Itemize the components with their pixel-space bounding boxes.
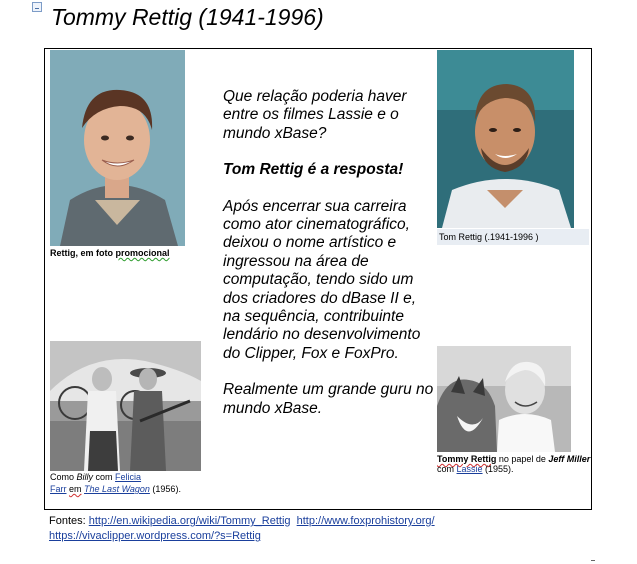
- lassie-link[interactable]: Lassie: [456, 464, 483, 474]
- caption-lassie: [437, 454, 590, 474]
- vivaclipper-link[interactable]: https://vivaclipper.wordpress.com/?s=Rettig: [49, 530, 261, 542]
- caption-promotional-word: promocional: [115, 248, 170, 258]
- content-box: [44, 48, 592, 510]
- caption-text: Tommy Rettig: [437, 454, 497, 464]
- document-title: Tommy Rettig (1941-1996): [51, 4, 324, 30]
- anchor-icon: [32, 2, 42, 12]
- foxprohistory-link[interactable]: http://www.foxprohistory.org/: [296, 515, 435, 527]
- caption-adult: Tom Rettig (.1941-1996 ): [437, 229, 589, 245]
- caption-promotional: Rettig, em foto promocional: [50, 248, 170, 258]
- photo-rettig-promotional: [50, 50, 185, 246]
- center-text-block: [223, 88, 435, 436]
- closing-text: Realmente um grande guru no mundo xBase.: [223, 381, 434, 417]
- last-wagon-link[interactable]: The Last Wagon: [84, 484, 150, 494]
- felicia-link[interactable]: Felicia: [115, 472, 142, 482]
- caption-text: com: [93, 472, 116, 482]
- wikipedia-link[interactable]: http://en.wikipedia.org/wiki/Tommy_Rettig: [88, 515, 291, 527]
- caption-text: em: [69, 484, 82, 494]
- bio-text: Após encerrar sua carreira como ator cinematográfico, deixou o nome artístico e ingressou na área de computação, tendo sido um dos criadores do dBase II e, na sequência, contribuinte lendário no desenvolvimento do Clipper, Fox e FoxPro.: [223, 197, 421, 362]
- caption-text: Jeff Miller: [548, 454, 591, 464]
- answer-text: Tom Rettig é a resposta!: [223, 161, 404, 179]
- question-text: Que relação poderia haver entre os filmes Lassie e o mundo xBase?: [223, 88, 407, 142]
- photo-lassie: [437, 346, 571, 452]
- caption-text: Billy: [76, 472, 94, 482]
- photo-last-wagon: [50, 341, 201, 471]
- page-corner-mark: [591, 560, 595, 561]
- sources-block: [49, 514, 435, 544]
- photo-rettig-adult: [437, 50, 574, 228]
- caption-text: Como: [50, 472, 77, 482]
- caption-last-wagon: [50, 471, 181, 495]
- farr-link[interactable]: Farr: [50, 484, 67, 494]
- caption-text: com: [437, 464, 457, 474]
- sources-label: Fontes:: [49, 515, 89, 527]
- caption-text: no papel de: [496, 454, 549, 464]
- caption-text: (1955).: [482, 464, 514, 474]
- caption-text: (1956).: [149, 484, 181, 494]
